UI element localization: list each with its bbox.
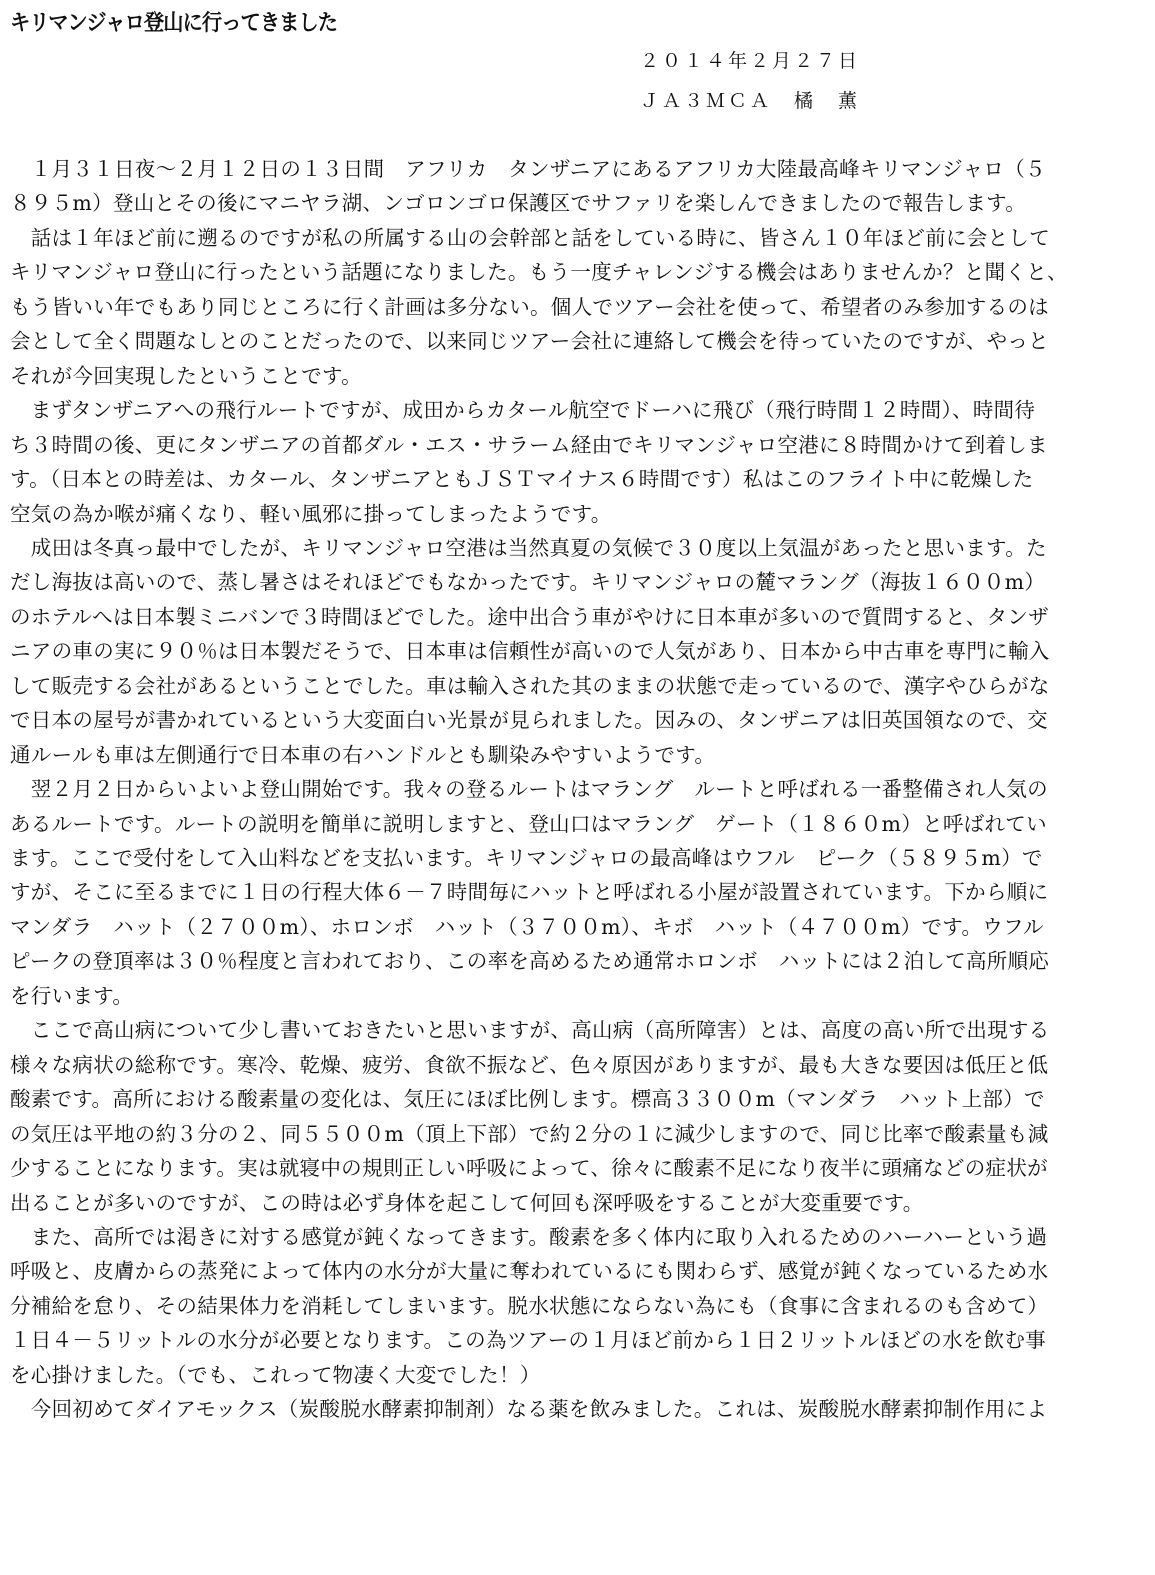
body-text-line: まずタンザニアへの飛行ルートですが、成田からカタール航空でドーハに飛び（飛行時間１２時間）、時間待 (10, 398, 1036, 423)
body-text-line: を行います。 (10, 983, 134, 1008)
body-text-line: １月３１日夜～２月１２日の１３日間 アフリカ タンザニアにあるアフリカ大陸最高峰キリマンジャロ（５ (10, 157, 1046, 181)
body-text-line: して販売する会社があるということでした。車は輸入された其のままの状態で走っているので、漢字やひらがな (10, 673, 1050, 698)
body-text-line: の気圧は平地の約３分の２、同５５００m（頂上下部）で約２分の１に減少しますので、同じ比率で酸素量も減 (10, 1121, 1049, 1146)
body-text-line: 少することになります。実は就寝中の規則正しい呼吸によって、徐々に酸素不足になり夜半に頭痛などの症状が (10, 1156, 1048, 1181)
body-text-line: だし海抜は高いので、蒸し暑さはそれほどでもなかったです。キリマンジャロの麓マラング（海抜１６００m） (10, 570, 1046, 595)
body-text-line: 空気の為か喉が痛くなり、軽い風邪に掛ってしまったようです。 (10, 501, 612, 526)
body-text-line: １日４－５リットルの水分が必要となります。この為ツアーの１月ほど前から１日２リットルほどの水を飲む事 (10, 1328, 1047, 1353)
document-date: ２０１４年２月２７日 (640, 50, 861, 72)
body-text-line: 通ルールも車は左側通行で日本車の右ハンドルとも馴染みやすいようです。 (10, 742, 716, 767)
body-text-line: 分補給を怠り、その結果体力を消耗してしまいます。脱水状態にならない為にも（食事に含まれるのも含めて） (10, 1293, 1049, 1318)
body-text-line: ます。ここで受付をして入山料などを支払います。キリマンジャロの最高峰はウフル ピーク（５８９５m）で (10, 846, 1043, 870)
body-text-line: また、高所では渇きに対する感覚が鈍くなってきます。酸素を多く体内に取り入れるためのハーハーという過 (10, 1224, 1048, 1249)
body-text-line: ここで高山病について少し書いておきたいと思いますが、高山病（高所障害）とは、高度の高い所で出現する (10, 1018, 1050, 1043)
body-text-line: キリマンジャロ登山に行ったという話題になりました。もう一度チャレンジする機会はありませんか？と聞くと、 (10, 260, 1068, 285)
body-text-line: ニアの車の実に９０％は日本製だそうで、日本車は信頼性が高いので人気があり、日本から中古車を専門に輸入 (10, 639, 1050, 664)
body-text-line: もう皆いい年でもあり同じところに行く計画は多分ない。個人でツアー会社を使って、希望者のみ参加するのは (10, 294, 1049, 319)
body-text-line: ち３時間の後、更にタンザニアの首都ダル・エス・サラーム経由でキリマンジャロ空港に８時間かけて到着しま (10, 432, 1048, 457)
body-text-line: のホテルへは日本製ミニバンで３時間ほどでした。途中出合う車がやけに日本車が多いので質問すると、タンザ (10, 604, 1049, 629)
body-text-line: 成田は冬真っ最中でしたが、キリマンジャロ空港は当然真夏の気候で３０度以上気温があったと思います。た (10, 535, 1047, 560)
document-title: キリマンジャロ登山に行ってきました (10, 11, 338, 36)
body-text-line: す。（日本との時差は、カタール、タンザニアともＪＳＴマイナス６時間です）私はこのフライト中に乾燥した (10, 467, 1034, 492)
body-text-line: で日本の屋号が書かれているという大変面白い光景が見られました。因みの、タンザニアは旧英国領なので、交 (10, 708, 1048, 733)
body-text-line: マンダラ ハット（２７００m）、ホロンボ ハット（３７００m）、キボ ハット（４７００m）です。ウフル (10, 914, 1044, 939)
body-text-line: それが今回実現したということです。 (10, 363, 362, 388)
body-text-line: ピークの登頂率は３０％程度と言われており、この率を高めるため通常ホロンボ ハットには２泊して高所順応 (10, 949, 1050, 974)
document-author: ＪＡ３ＭＣＡ 橘 薫 (640, 90, 861, 112)
body-text-line: あるルートです。ルートの説明を簡単に説明しますと、登山口はマラング ゲート（１８６０m）と呼ばれてい (10, 811, 1047, 836)
body-text-line: 様々な病状の総称です。寒冷、乾燥、疲労、食欲不振など、色々原因がありますが、最も大きな要因は低圧と低 (10, 1052, 1049, 1077)
body-text-line: 話は１年ほど前に遡るのですが私の所属する山の会幹部と話をしている時に、皆さん１０年ほど前に会として (10, 225, 1050, 250)
body-text-line: 出ることが多いのですが、この時は必ず身体を起こして何回も深呼吸をすることが大変重要です。 (10, 1190, 924, 1215)
body-text-line: 翌２月２日からいよいよ登山開始です。我々の登るルートはマラング ルートと呼ばれる一番整備され人気の (10, 777, 1048, 802)
body-text-line: ８９５m）登山とその後にマニヤラ湖、ンゴロンゴロ保護区でサファリを楽しんできましたので報告します。 (10, 191, 1027, 216)
body-text-line: すが、そこに至るまでに１日の行程大体６－７時間毎にハットと呼ばれる小屋が設置されています。下から順に (10, 880, 1049, 905)
body-text-line: 今回初めてダイアモックス（炭酸脱水酵素抑制剤）なる薬を飲みました。これは、炭酸脱水酵素抑制作用によ (10, 1397, 1048, 1422)
body-text-line: 酸素です。高所における酸素量の変化は、気圧にほぼ比例します。標高３３００m（マンダラ ハット上部）で (10, 1087, 1045, 1112)
body-text-line: を心掛けました。（でも、これって物凄く大変でした！） (10, 1362, 541, 1387)
body-text-line: 会として全く問題なしとのことだったので、以来同じツアー会社に連絡して機会を待っていたのですが、やっと (10, 329, 1049, 354)
body-text-line: 呼吸と、皮膚からの蒸発によって体内の水分が大量に奪われているにも関わらず、感覚が鈍くなっているため水 (10, 1259, 1049, 1284)
